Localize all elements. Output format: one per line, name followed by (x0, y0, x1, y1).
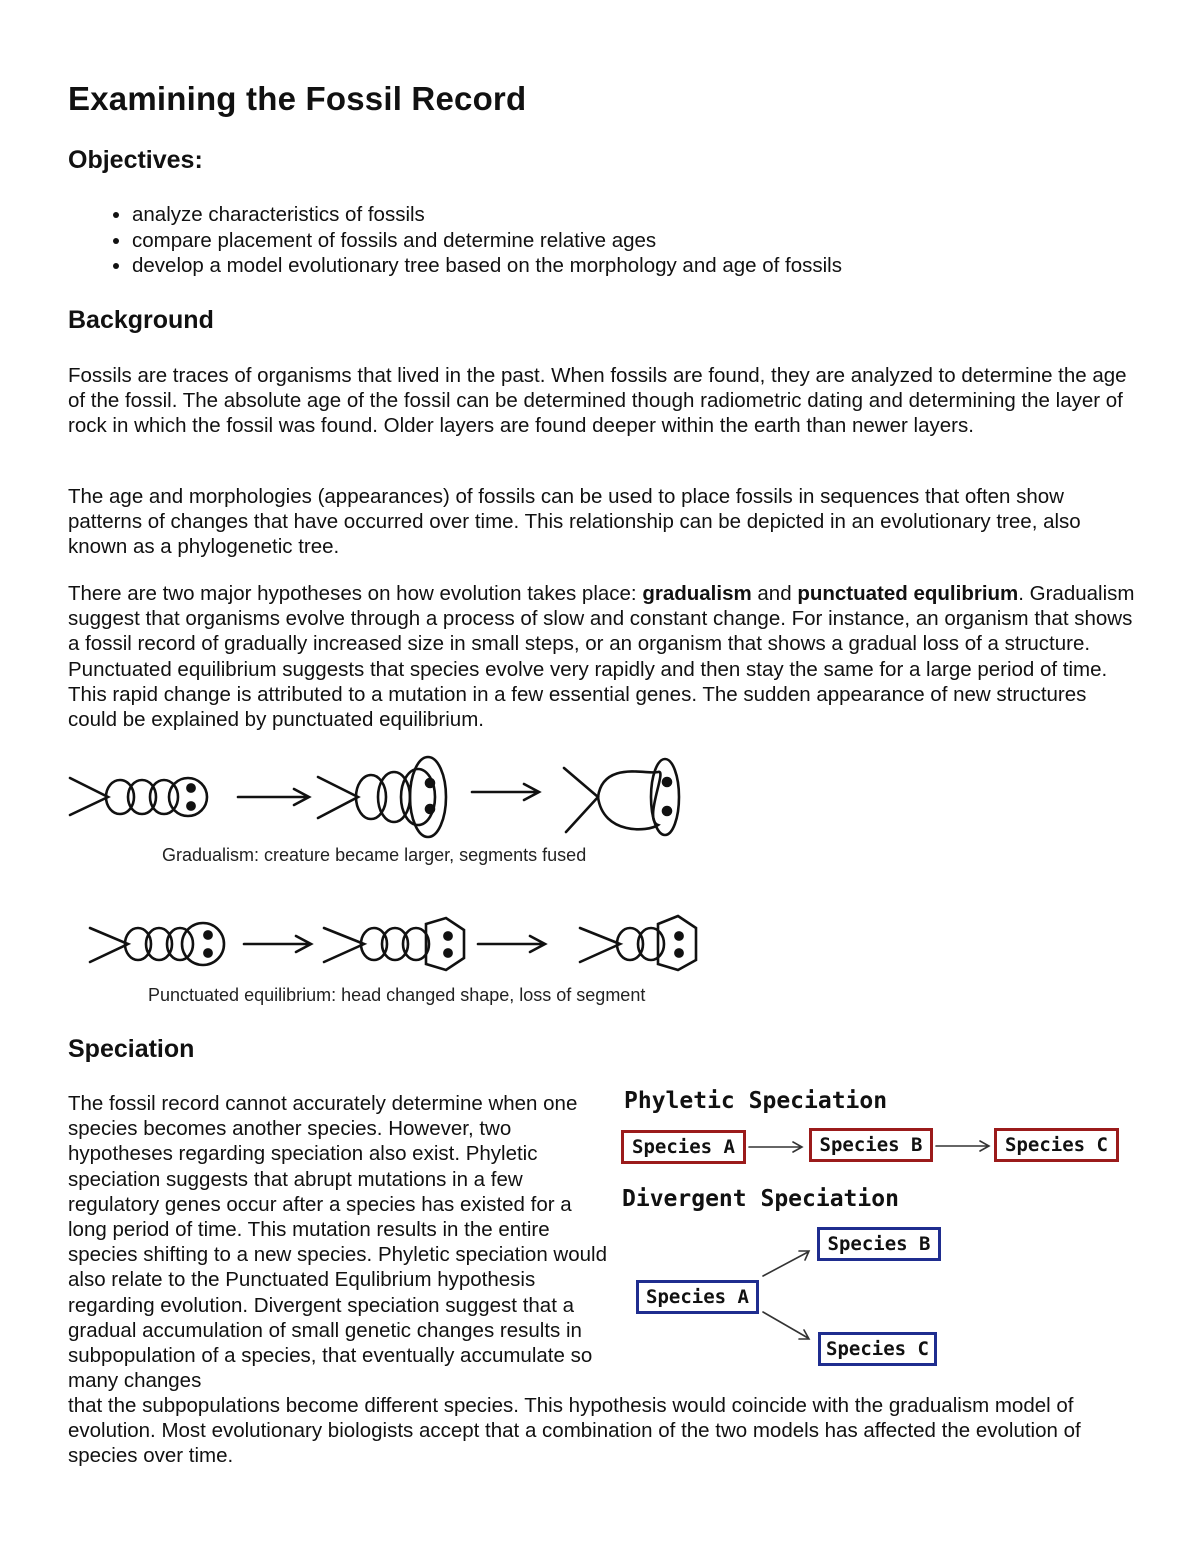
objectives-heading: Objectives: (68, 146, 203, 174)
arrow-4 (478, 936, 545, 952)
punctuated-creature-3 (580, 916, 696, 970)
p3-and: and (751, 582, 798, 605)
speciation-heading: Speciation (68, 1035, 195, 1063)
term-punctuated-equilibrium: punctuated equlibrium (797, 582, 1019, 605)
divergent-species-b-box: Species B (817, 1227, 941, 1261)
arrow-3 (244, 936, 311, 952)
background-paragraph-1: Fossils are traces of organisms that lived in the past. When fossils are found, they are analyzed to determine the age of the fossil. The absolute age of the fossil can be determined though radiometric dating and determining the layer of rock in which the fossil was found. Older layers are found deeper within the earth than newer layers. (68, 364, 1127, 438)
punctuated-creature-2 (324, 918, 464, 970)
phyletic-arrow-1 (749, 1142, 802, 1152)
divergent-species-c-box: Species C (818, 1332, 937, 1366)
gradualism-creature-3 (564, 759, 679, 835)
phyletic-speciation-title: Phyletic Speciation (624, 1088, 888, 1114)
p3-intro: There are two major hypotheses on how evolution takes place: (68, 582, 643, 605)
punctuated-creature-1 (90, 923, 224, 965)
speciation-paragraph-continued: that the subpopulations become different species. This hypothesis would coincide with the gradualism model of evolution. Most evolutionary biologists accept that a combination of the two models has affected the evolution of species over time. (68, 1394, 1081, 1468)
page-title: Examining the Fossil Record (68, 80, 527, 117)
objective-item: • compare placement of fossils and determine relative ages (132, 228, 842, 254)
objective-item: • analyze characteristics of fossils (132, 202, 842, 228)
phyletic-species-a-box: Species A (621, 1130, 746, 1164)
objective-item: • develop a model evolutionary tree based on the morphology and age of fossils (132, 253, 842, 279)
arrow-1 (238, 789, 309, 805)
background-paragraph-2: The age and morphologies (appearances) of fossils can be used to place fossils in sequences that often show patterns of changes that have occurred over time. This relationship can be depicted in an evolutionary tree, also known as a phylogenetic tree. (68, 485, 1081, 559)
punctuated-caption: Punctuated equilibrium: head changed shape, loss of segment (148, 985, 646, 1005)
p3-rest: . Gradualism suggest that organisms evolve through a process of slow and constant change. For instance, an organism that shows a fossil record of gradually increased size in small steps, or an organism that shows a gradual loss of a structure. Punctuated equilibrium suggests that species evolve very rapidly and then stay the same for a large period of time. This rapid change is attributed to a mutation in a few essential genes. The sudden appearance of new structures could be explained by punctuated equilibrium. (68, 582, 1135, 732)
term-gradualism: gradualism (642, 582, 752, 605)
phyletic-species-c-box: Species C (994, 1128, 1119, 1162)
phyletic-species-b-box: Species B (809, 1128, 933, 1162)
gradualism-caption: Gradualism: creature became larger, segments fused (162, 845, 587, 865)
phyletic-arrow-2 (936, 1141, 989, 1151)
gradualism-creature-1 (70, 778, 207, 816)
divergent-arrow-down (763, 1312, 809, 1339)
divergent-speciation-title: Divergent Speciation (622, 1186, 899, 1212)
background-heading: Background (68, 306, 214, 334)
divergent-species-a-box: Species A (636, 1280, 759, 1314)
gradualism-creature-2 (318, 757, 446, 837)
arrow-2 (472, 784, 539, 800)
divergent-arrow-up (763, 1251, 809, 1276)
evolution-models-figure (68, 0, 748, 1010)
speciation-paragraph: The fossil record cannot accurately determine when one species becomes another species. However, two hypotheses regarding speciation also exist. Phyletic speciation suggests that abrupt mutations in a few regulatory genes occur after a species has existed for a long period of time. This mutation results in the entire species shifting to a new species. Phyletic speciation would also relate to the Punctuated Equlibrium hypothesis regarding evolution. Divergent speciation suggest that a gradual accumulation of small genetic changes results in subpopulation of a species, that eventually accumulate so many changes (68, 1092, 607, 1393)
